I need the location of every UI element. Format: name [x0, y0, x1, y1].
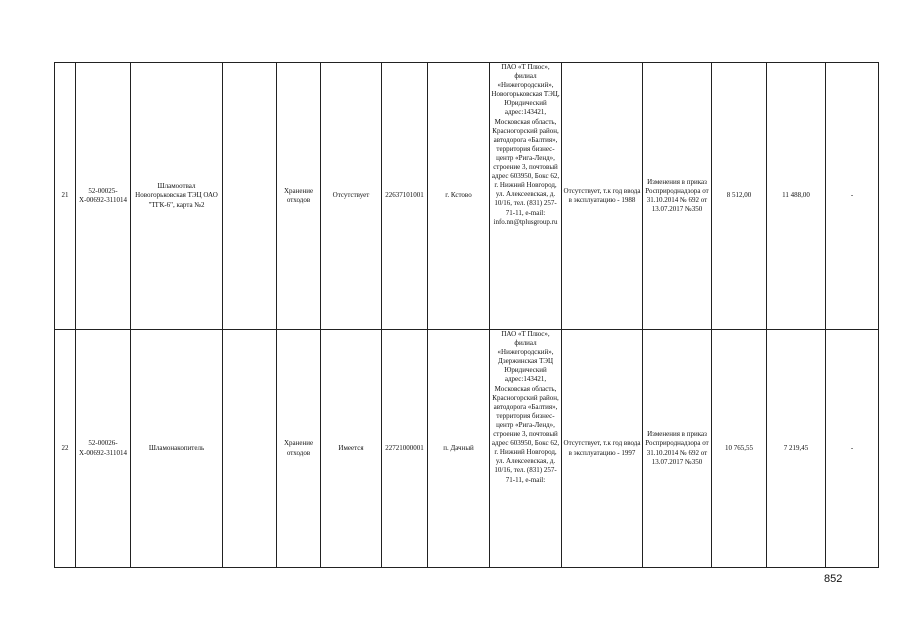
monitoring-status: Имеется [321, 330, 382, 568]
order-info: Изменения в приказ Росприроднадзора от 31.10.2014 № 692 от 13.07.2017 №350 [643, 63, 712, 330]
value-1: 10 765,55 [712, 330, 767, 568]
facility-name: Шламонакопитель [131, 330, 223, 568]
permit-info: Отсутствует, т.к год ввода в эксплуатацию - 1988 [562, 63, 643, 330]
waste-facilities-table [54, 62, 879, 568]
value-1: 8 512,00 [712, 63, 767, 330]
facility-purpose: Хранение отходов [277, 330, 321, 568]
registry-number: 52-00026-Х-00692-311014 [76, 330, 131, 568]
order-info: Изменения в приказ Росприроднадзора от 31.10.2014 № 692 от 13.07.2017 №350 [643, 330, 712, 568]
locality: п. Дачный [428, 330, 490, 568]
owner-info-text: ПАО «Т Плюс», филиал «Нижегородский», Дзержинская ТЭЦ Юридический адрес:143421, Московская область, Красногорский район, автодорога «Балтия», территория бизнес-центр «Рига-Ленд», строение 3, почтовый адрес 603950, Бокс 62, г. Нижний Новгород, ул. Алексеевская, д. 10/16, тел. (831) 257-71-11, e-mail: [491, 330, 560, 484]
row-number: 21 [55, 63, 76, 330]
owner-info: ПАО «Т Плюс», филиал «Нижегородский», Новогорьковская ТЭЦ, Юридический адрес:143421, Московская область, Красногорский район, автодорога «Балтия», территория бизнес-центр «Рига-Ленд», строение 3, почтовый адрес 603950, Бокс 62, г. Нижний Новгород, ул. Алексеевская, д. 10/16, тел. (831) 257-71-11, e-mail: info.nn@tplusgroup.ru [490, 63, 562, 330]
empty-cell [223, 63, 277, 330]
oktmo-code: 22637101001 [382, 63, 428, 330]
table-row [55, 63, 879, 330]
value-2: 11 488,00 [767, 63, 826, 330]
owner-info [490, 330, 562, 568]
row-number: 22 [55, 330, 76, 568]
facility-name: Шламоотвал Новогорьковская ТЭЦ ОАО "ТГК-6", карта №2 [131, 63, 223, 330]
oktmo-code: 22721000001 [382, 330, 428, 568]
last-column: - [826, 63, 879, 330]
facility-purpose: Хранение отходов [277, 63, 321, 330]
registry-number: 52-00025-Х-00692-311014 [76, 63, 131, 330]
monitoring-status: Отсутствует [321, 63, 382, 330]
table-row [55, 330, 879, 568]
value-2: 7 219,45 [767, 330, 826, 568]
empty-cell [223, 330, 277, 568]
permit-info: Отсутствует, т.к год ввода в эксплуатацию - 1997 [562, 330, 643, 568]
locality: г. Кстово [428, 63, 490, 330]
last-column: - [826, 330, 879, 568]
page-number: 852 [824, 573, 843, 585]
